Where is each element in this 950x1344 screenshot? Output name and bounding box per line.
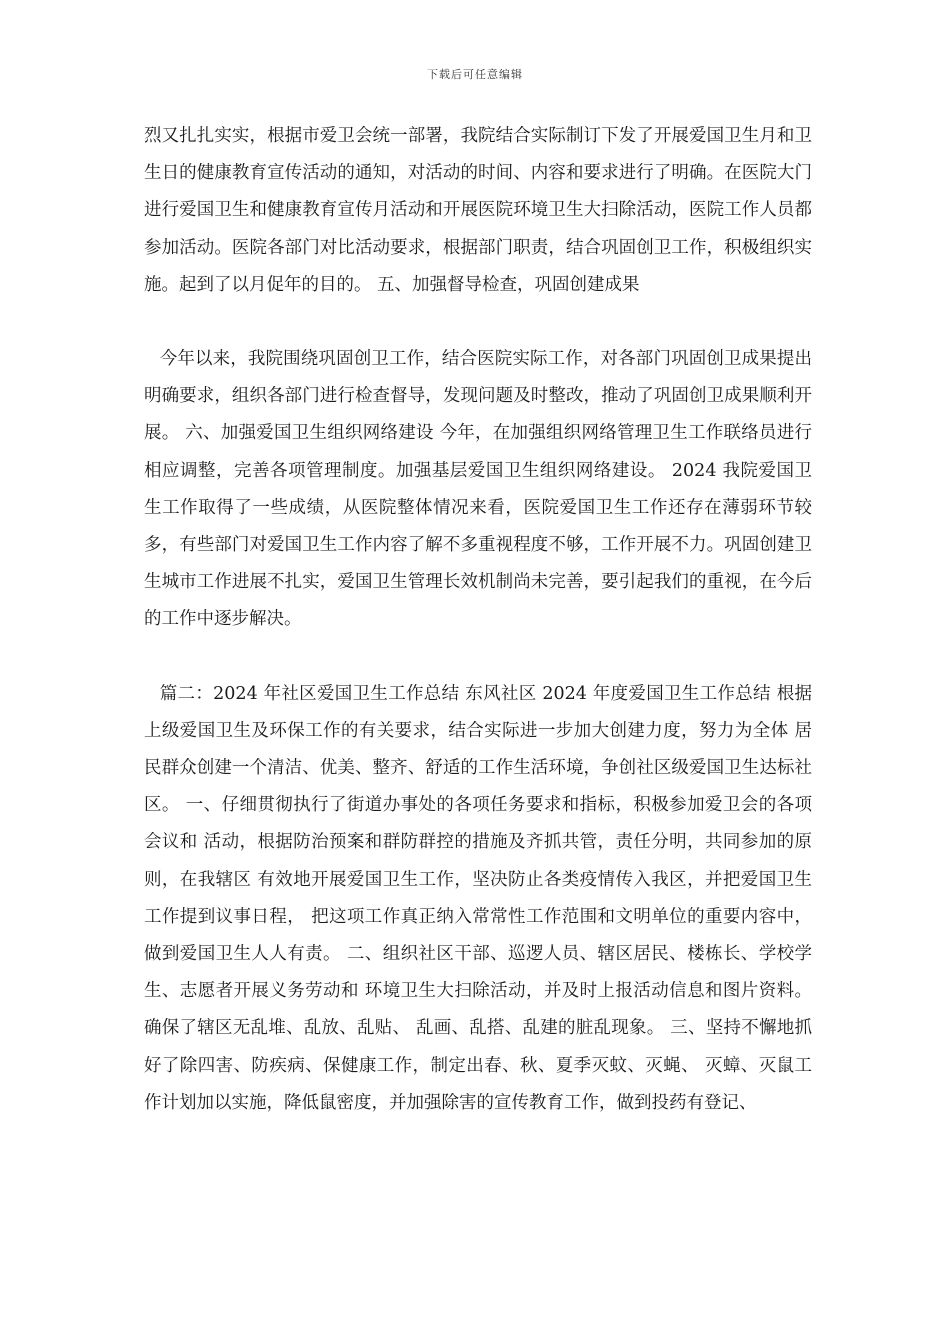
page-header-note: 下载后可任意编辑 [427,68,523,81]
document-body [144,118,812,1122]
paragraph-2: 今年以来，我院围绕巩固创卫工作，结合医院实际工作，对各部门巩固创卫成果提出明确要求，组织各部门进行检查督导，发现问题及时整改，推动了巩固创卫成果顺利开展。 六、加强爱国卫生组织网络建设 今年，在加强组织网络管理卫生工作联络员进行相应调整，完善各项管理制度。加强基层爱国卫生组织网络建设。 2024 我院爱国卫生工作取得了一些成绩，从医院整体情况来看，医院爱国卫生工作还存在薄弱环节较多，有些部门对爱国卫生工作内容了解不多重视程度不够，工作开展不力。巩固创建卫生城市工作进展不扎实，爱国卫生管理长效机制尚未完善，要引起我们的重视，在今后的工作中逐步解决。 [144,349,812,630]
paragraph-spacer [144,639,812,676]
paragraph-spacer [144,304,812,341]
paragraph-3: 篇二：2024 年社区爱国卫生工作总结 东风社区 2024 年度爱国卫生工作总结 根据上级爱国卫生及环保工作的有关要求，结合实际进一步加大创建力度，努力为全体 居民群众创建一个清洁、优美、整齐、舒适的工作生活环境，争创社区级爱国卫生达标社区。 一、仔细贯彻执行了街道办事处的各项任务要求和指标，积极参加爱卫会的各项会议和 活动，根据防治预案和群防群控的措施及齐抓共管，责任分明，共同参加的原则，在我辖区 有效地开展爱国卫生工作，坚决防止各类疫情传入我区，并把爱国卫生工作提到议事日程， 把这项工作真正纳入常常性工作范围和文明单位的重要内容中，做到爱国卫生人人有责。 二、组织社区干部、巡逻人员、辖区居民、楼栋长、学校学生、志愿者开展义务劳动和 环境卫生大扫除活动，并及时上报活动信息和图片资料。确保了辖区无乱堆、乱放、乱贴、 乱画、乱搭、乱建的脏乱现象。 三、坚持不懈地抓好了除四害、防疾病、保健康工作，制定出春、秋、夏季灭蚊、灭蝇、 灭蟑、灭鼠工作计划加以实施，降低鼠密度，并加强除害的宣传教育工作，做到投药有登记、 [144,683,812,1113]
paragraph-1: 烈又扎扎实实，根据市爱卫会统一部署，我院结合实际制订下发了开展爱国卫生月和卫生日的健康教育宣传活动的通知，对活动的时间、内容和要求进行了明确。在医院大门进行爱国卫生和健康教育宣传月活动和开展医院环境卫生大扫除活动，医院工作人员都参加活动。医院各部门对比活动要求，根据部门职责，结合巩固创卫工作，积极组织实施。起到了以月促年的目的。 五、加强督导检查，巩固创建成果 [144,126,812,295]
